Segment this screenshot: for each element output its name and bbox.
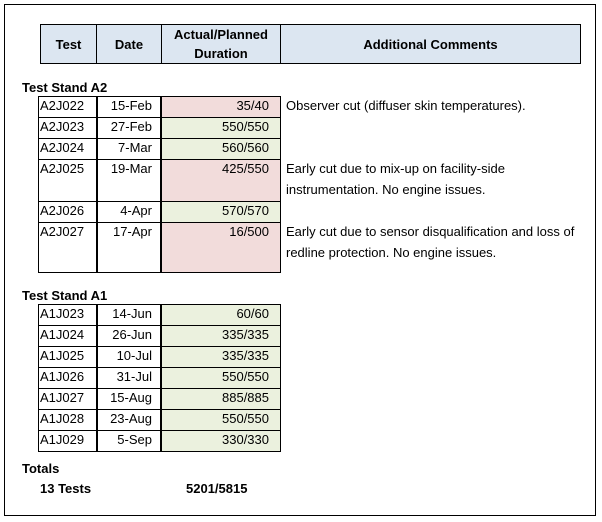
header-date-label: Date bbox=[114, 36, 144, 52]
a1-test-id: A1J023 bbox=[40, 306, 85, 321]
a1-test-date: 15-Aug bbox=[110, 390, 152, 405]
a1-test-duration: 885/885 bbox=[222, 390, 269, 405]
a1-test-date: 23-Aug bbox=[110, 411, 152, 426]
a1-test-id: A1J026 bbox=[40, 369, 85, 384]
a2-test-duration: 425/550 bbox=[222, 161, 269, 176]
a2-test-date: 15-Feb bbox=[110, 98, 152, 113]
a1-test-duration: 335/335 bbox=[222, 327, 269, 342]
a2-row-divider bbox=[38, 159, 281, 160]
a2-test-duration: 570/570 bbox=[222, 203, 269, 218]
a2-test-comment: Early cut due to sensor disqualification and loss of redline protection. No engine issues. bbox=[286, 224, 575, 260]
header-test bbox=[40, 24, 97, 64]
a2-test-comment: Observer cut (diffuser skin temperatures). bbox=[286, 98, 526, 113]
a2-test-id: A2J023 bbox=[40, 119, 85, 134]
a1-test-date: 5-Sep bbox=[117, 432, 152, 447]
a1-row-divider bbox=[38, 346, 281, 347]
a2-test-date: 17-Apr bbox=[112, 224, 152, 239]
header-duration-line2: Duration bbox=[194, 46, 248, 61]
a1-test-id: A1J028 bbox=[40, 411, 85, 426]
a1-test-date: 26-Jun bbox=[112, 327, 152, 342]
a2-test-date: 19-Mar bbox=[110, 161, 152, 176]
a2-test-id: A2J026 bbox=[40, 203, 85, 218]
header-test-label: Test bbox=[55, 36, 82, 52]
header-comments bbox=[280, 24, 581, 64]
a2-test-date: 4-Apr bbox=[120, 203, 152, 218]
a2-test-date: 7-Mar bbox=[118, 140, 152, 155]
a2-row-divider bbox=[38, 201, 281, 202]
a1-test-id: A1J027 bbox=[40, 390, 85, 405]
a1-test-date: 10-Jul bbox=[116, 348, 152, 363]
a2-test-id: A2J025 bbox=[40, 161, 85, 176]
header-duration bbox=[161, 24, 281, 64]
a2-row-divider bbox=[38, 222, 281, 223]
a2-test-comment: Early cut due to mix-up on facility-side instrumentation. No engine issues. bbox=[286, 161, 505, 197]
a1-row-divider bbox=[38, 430, 281, 431]
a1-test-id: A1J025 bbox=[40, 348, 85, 363]
a1-test-duration: 60/60 bbox=[236, 306, 269, 321]
a1-test-date: 31-Jul bbox=[116, 369, 152, 384]
a1-test-duration: 550/550 bbox=[222, 369, 269, 384]
a2-test-duration: 550/550 bbox=[222, 119, 269, 134]
totals-duration: 5201/5815 bbox=[186, 481, 248, 496]
a2-row-divider bbox=[38, 117, 281, 118]
a1-row-divider bbox=[38, 409, 281, 410]
a1-test-duration: 550/550 bbox=[222, 411, 269, 426]
section-title-a1: Test Stand A1 bbox=[22, 288, 108, 303]
a2-test-duration: 560/560 bbox=[222, 140, 269, 155]
a1-row-divider bbox=[38, 367, 281, 368]
header-comments-label: Additional Comments bbox=[363, 36, 498, 52]
totals-count: 13 Tests bbox=[40, 481, 92, 496]
header-date bbox=[96, 24, 162, 64]
a1-test-date: 14-Jun bbox=[112, 306, 152, 321]
a1-test-duration: 335/335 bbox=[222, 348, 269, 363]
a1-row-divider bbox=[38, 325, 281, 326]
a2-test-id: A2J022 bbox=[40, 98, 85, 113]
a2-test-date: 27-Feb bbox=[110, 119, 152, 134]
a1-row-divider bbox=[38, 388, 281, 389]
a1-test-id: A1J029 bbox=[40, 432, 85, 447]
a2-test-id: A2J027 bbox=[40, 224, 85, 239]
a2-test-duration: 35/40 bbox=[236, 98, 269, 113]
a1-test-duration: 330/330 bbox=[222, 432, 269, 447]
header-duration-line1: Actual/Planned bbox=[174, 27, 268, 42]
section-title-a2: Test Stand A2 bbox=[22, 80, 108, 95]
a1-test-id: A1J024 bbox=[40, 327, 85, 342]
a2-row-divider bbox=[38, 138, 281, 139]
a2-test-duration: 16/500 bbox=[229, 224, 269, 239]
totals-title: Totals bbox=[22, 461, 60, 476]
a2-test-id: A2J024 bbox=[40, 140, 85, 155]
